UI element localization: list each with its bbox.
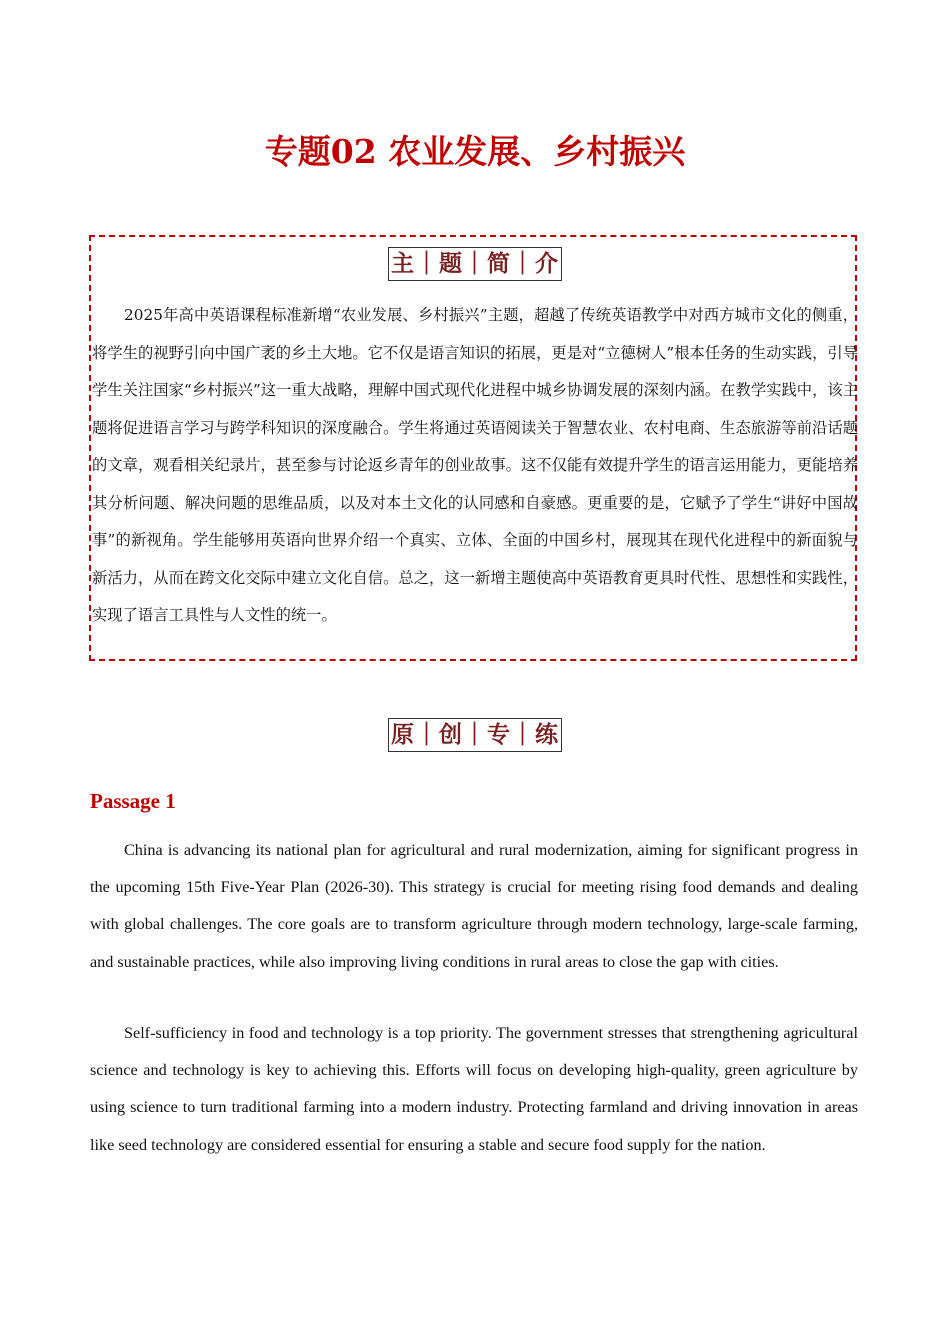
intro-heading-wrap bbox=[0, 247, 950, 281]
passage-paragraph-2: Self-sufficiency in food and technology is a top priority. The government stresses that strengthening agricultural science and technology is key to achieving this. Efforts will focus on developing high-quality, green agriculture by using science to turn traditional farming into a modern industry. Protecting farmland and driving innovation in areas like seed technology are considered essential for ensuring a stable and secure food supply for the nation. bbox=[90, 1024, 858, 1154]
intro-heading: 主｜题｜简｜介 bbox=[388, 247, 562, 281]
practice-heading-wrap bbox=[0, 718, 950, 752]
page-title: 专题02 农业发展、乡村振兴 bbox=[264, 132, 686, 171]
passage-title: Passage 1 bbox=[90, 789, 176, 813]
practice-heading: 原｜创｜专｜练 bbox=[388, 718, 562, 752]
passage-paragraph-1: China is advancing its national plan for agricultural and rural modernization, aiming for significant progress in the upcoming 15th Five-Year Plan (2026-30). This strategy is crucial for meeting rising food demands and dealing with global challenges. The core goals are to transform agriculture through modern technology, large-scale farming, and sustainable practices, while also improving living conditions in rural areas to close the gap with cities. bbox=[90, 841, 858, 971]
intro-paragraph: 2025年高中英语课程标准新增“农业发展、乡村振兴”主题，超越了传统英语教学中对西方城市文化的侧重，将学生的视野引向中国广袤的乡土大地。它不仅是语言知识的拓展，更是对“立德树人”根本任务的生动实践，引导学生关注国家“乡村振兴”这一重大战略，理解中国式现代化进程中城乡协调发展的深刻内涵。在教学实践中，该主题将促进语言学习与跨学科知识的深度融合。学生将通过英语阅读关于智慧农业、农村电商、生态旅游等前沿话题的文章，观看相关纪录片，甚至参与讨论返乡青年的创业故事。这不仅能有效提升学生的语言运用能力，更能培养其分析问题、解决问题的思维品质，以及对本土文化的认同感和自豪感。更重要的是，它赋予了学生“讲好中国故事”的新视角。学生能够用英语向世界介绍一个真实、立体、全面的中国乡村，展现其在现代化进程中的新面貌与新活力，从而在跨文化交际中建立文化自信。总之，这一新增主题使高中英语教育更具时代性、思想性和实践性，实现了语言工具性与人文性的统一。 bbox=[92, 306, 858, 624]
